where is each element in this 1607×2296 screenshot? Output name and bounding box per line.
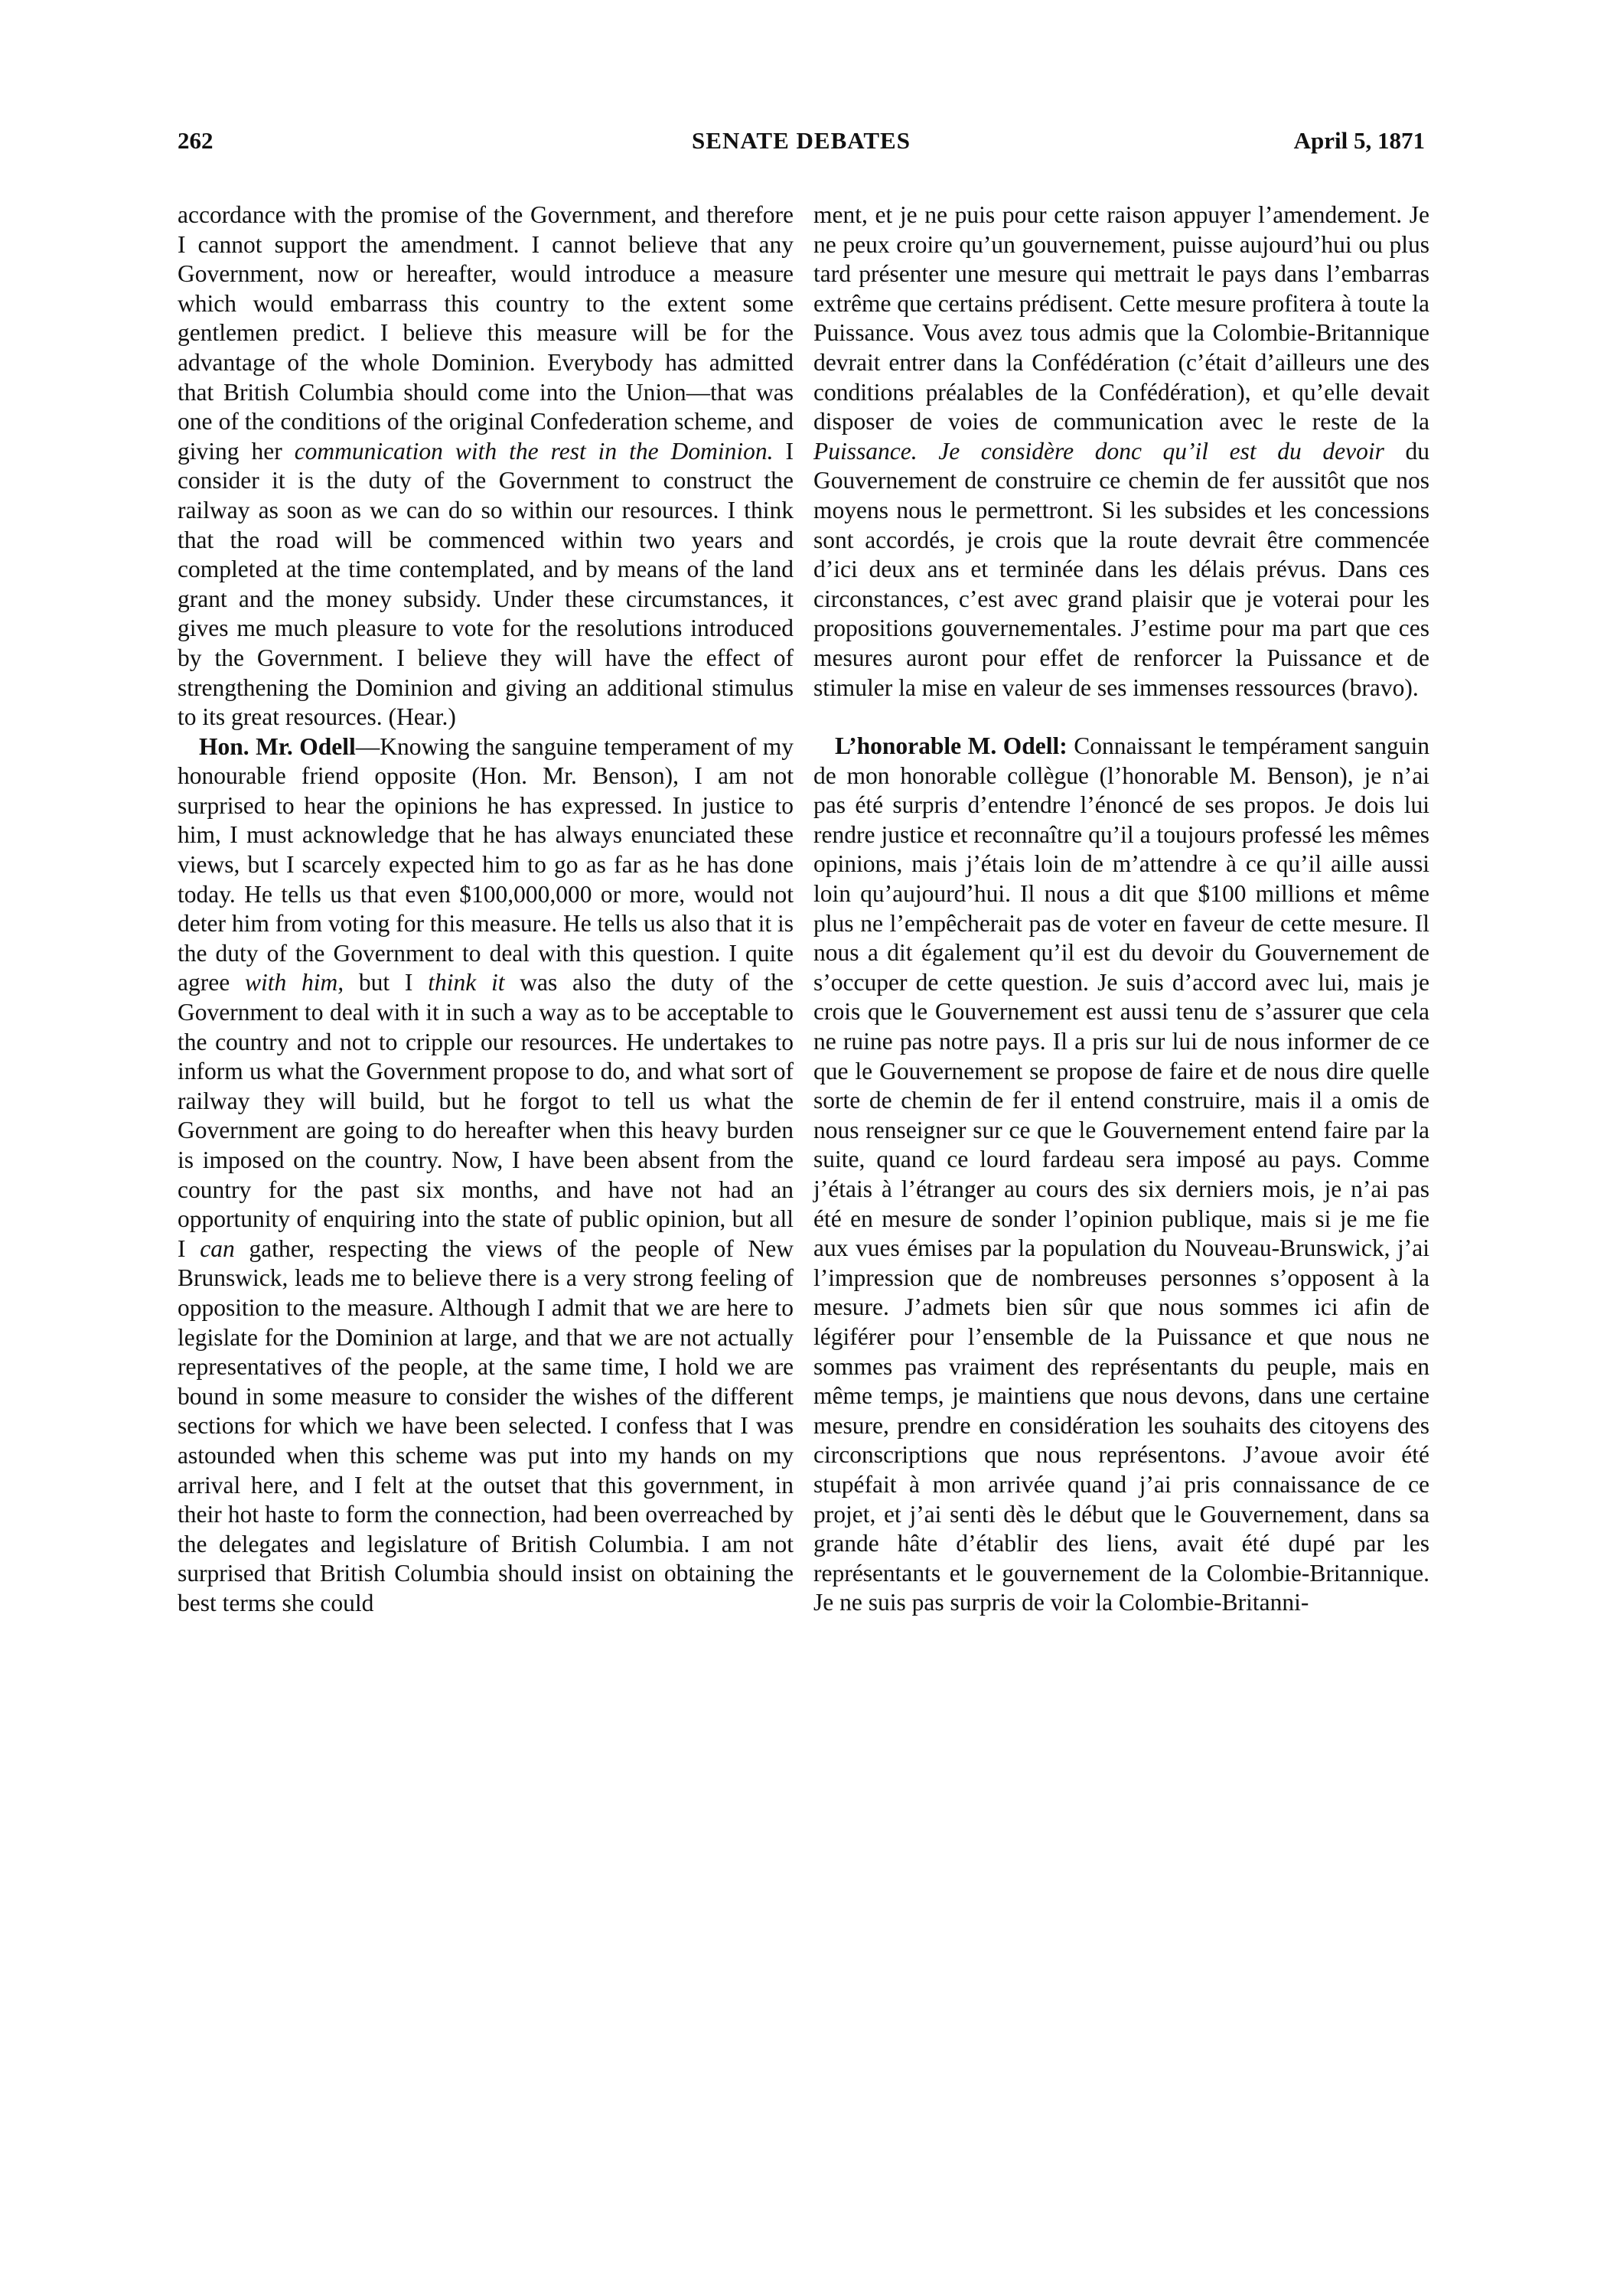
- french-paragraph-benson: [813, 201, 1429, 703]
- italic-text-run: Puissance. Je considère donc qu’il est du devoir: [813, 437, 1384, 465]
- page-number: 262: [178, 127, 214, 154]
- italic-text-run: can: [200, 1234, 235, 1262]
- speaker-name: L’honorable M. Odell:: [835, 732, 1068, 760]
- french-column: [813, 201, 1429, 1618]
- italic-text-run: with him,: [244, 969, 344, 996]
- text-run: —Knowing the sanguine temperament of my honourable friend opposite (Hon. Mr. Benson), I am not surprised to hear the opinions he has expressed. In justice to him, I must acknowledge that he has always enunciated these views, but I scarcely expected him to go as far as he has done today. He tells us that even $100,000,000 or more, would not deter him from voting for this measure. He tells us also that it is the duty of the Government to deal with this question. I quite agree: [178, 732, 794, 996]
- text-run: but I: [344, 969, 429, 996]
- text-run: Connaissant le tempérament sanguin de mon honorable collègue (l’honorable M. Benson), je n’ai pas été surpris d’entendre l’énoncé de ses propos. Je dois lui rendre justice et reconnaître qu’il a toujours professé les mêmes opinions, mais j’étais loin de m’attendre à ce qu’il aille aussi loin qu’aujourd’hui. Il nous a dit que $100 millions et même plus ne l’empêcherait pas de voter en faveur de cette mesure. Il nous a dit également qu’il est du devoir du Gouvernement de s’occuper de cette question. Je suis d’accord avec lui, mais je crois que le Gouvernement est aussi tenu de s’assurer que cela ne ruine pas notre pays. Il a pris sur lui de nous informer de ce que le Gouvernement se propose de faire et de nous dire quelle sorte de chemin de fer il entend construire, mais il a omis de nous renseigner sur ce que le Gouvernement entend faire par la suite, quand ce lourd fardeau sera imposé au pays. Comme j’étais à l’étranger au cours des six derniers mois, je n’ai pas été en mesure de sonder l’opinion publique, mais si je me fie aux vues émises par la population du Nouveau-Brunswick, j’ai l’impression que de nombreuses personnes s’opposent à la mesure. J’admets bien sûr que nous sommes ici afin de légiférer pour l’ensemble de la Puissance et que nous ne sommes pas vraiment des représentants du peuple, mais en même temps, je maintiens que nous devons, dans une certaine mesure, prendre en considération les souhaits des citoyens des circonscriptions que nous représentons. J’avoue avoir été stupéfait à mon arrivée quand j’ai pris connaissance de ce projet, et j’ai senti dès le début que le Gouvernement, dans sa grande hâte d’établir des liens, avait été dupé par les représentants et le gouvernement de la Colombie-Britannique. Je ne suis pas surpris de voir la Colombie-Britanni-: [813, 732, 1430, 1616]
- paragraph-gap: [813, 703, 1429, 732]
- speaker-name: Hon. Mr. Odell: [199, 732, 356, 760]
- text-run: I consider it is the duty of the Government to construct the railway as soon as we can do so within our resources. I think that the road will be commenced within two years and completed at the time contemplated, and by means of the land grant and the money subsidy. Under these circumstances, it gives me much pleasure to vote for the resolutions introduced by the Government. I believe they will have the effect of strengthening the Dominion and giving an additional stimulus to its great resources. (Hear.): [178, 437, 794, 731]
- english-paragraph-benson: [178, 201, 794, 732]
- sitting-date: April 5, 1871: [1293, 127, 1425, 154]
- text-run: gather, respecting the views of the people of New Brunswick, leads me to believe there is a very strong feeling of opposition to the measure. Although I admit that we are here to legislate for the Dominion at large, and that we are not actually representatives of the people, at the same time, I hold we are bound in some measure to consider the wishes of the different sections for which we have been selected. I confess that I was astounded when this scheme was put into my hands on my arrival here, and I felt at the outset that this government, in their hot haste to form the connection, had been overreached by the delegates and legislature of British Columbia. I am not surprised that British Columbia should insist on obtaining the best terms she could: [178, 1234, 794, 1616]
- english-column: [178, 201, 794, 1619]
- running-header: [178, 127, 1425, 165]
- french-paragraph-odell: [813, 732, 1429, 1618]
- publication-title: SENATE DEBATES: [692, 127, 911, 154]
- text-run: du Gouvernement de construire ce chemin de fer aussitôt que nos moyens nous le permettront. Si les subsides et les concessions sont accordés, je crois que la route devrait être commencée d’ici deux ans et terminée dans les délais prévus. Dans ces circonstances, c’est avec grand plaisir que je voterai pour les propositions gouvernementales. J’estime pour ma part que ces mesures auront pour effet de renforcer la Puissance et de stimuler la mise en valeur de ses immenses ressources (bravo).: [813, 437, 1430, 701]
- italic-text-run: communication with the rest in the Dominion.: [294, 437, 774, 465]
- text-run: ment, et je ne puis pour cette raison appuyer l’amendement. Je ne peux croire qu’un gouvernement, puisse aujourd’hui ou plus tard présenter une mesure qui mettrait le pays dans l’embarras extrême que certains prédisent. Cette mesure profitera à toute la Puissance. Vous avez tous admis que la Colombie-Britannique devrait entrer dans la Confédération (c’était d’ailleurs une des conditions préalables de la Confédération), et qu’elle devait disposer de voies de communication avec le reste de la: [813, 201, 1429, 435]
- english-paragraph-odell: [178, 732, 794, 1619]
- text-run: accordance with the promise of the Government, and therefore I cannot support the amendment. I cannot believe that any Government, now or hereafter, would introduce a measure which would embarrass this country to the extent some gentlemen predict. I believe this measure will be for the advantage of the whole Dominion. Everybody has admitted that British Columbia should come into the Union—that was one of the conditions of the original Confederation scheme, and giving her: [178, 201, 794, 465]
- text-run: was also the duty of the Government to deal with it in such a way as to be acceptable to the country and not to cripple our resources. He undertakes to inform us what the Government propose to do, and what sort of railway they will build, but he forgot to tell us what the Government are going to do hereafter when this heavy burden is imposed on the country. Now, I have been absent from the country for the past six months, and have not had an opportunity of enquiring into the state of public opinion, but all I: [178, 969, 794, 1262]
- italic-text-run: think it: [428, 969, 505, 996]
